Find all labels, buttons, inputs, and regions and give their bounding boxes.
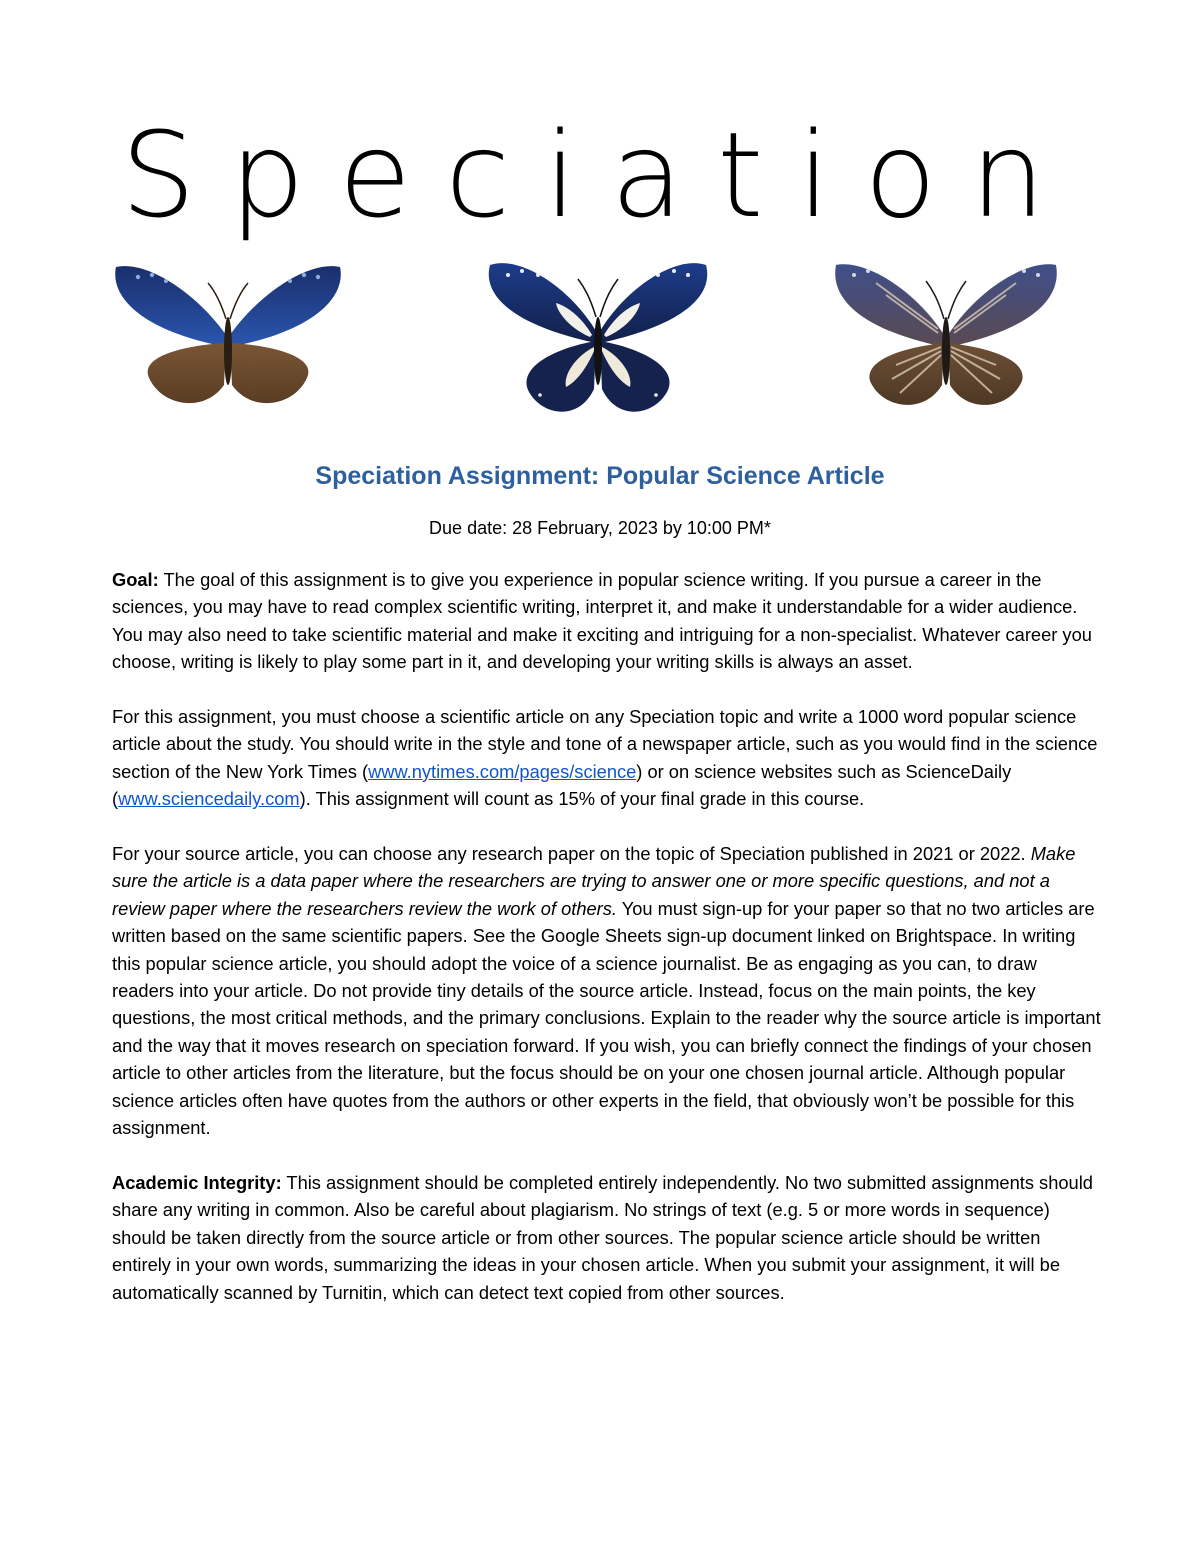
integrity-label: Academic Integrity: — [112, 1171, 282, 1193]
butterfly-image-3 — [826, 255, 1066, 425]
source-italic-text: Make sure the article is a data paper where the researchers are trying to answer one or more specific questions, and not a review paper where the researchers review the work of others. — [112, 843, 1076, 919]
butterfly-image-1 — [108, 255, 348, 425]
due-date: Due date: 28 February, 2023 by 10:00 PM* — [429, 518, 771, 538]
butterfly-image-2 — [478, 255, 718, 425]
integrity-text: This assignment should be completed entirely independently. No two submitted assignments should share any writing in common. Also be careful about plagiarism. No strings of text (e.g. 5 or more words in sequence) should be taken directly from the source article or from other sources. The popular science article should be written entirely in your own words, summarizing the ideas in your chosen article. When you submit your assignment, it will be automatically scanned by Turnitin, which can detect text copied from other sources. — [112, 1171, 1093, 1303]
task-paragraph — [112, 703, 1102, 813]
source-text-2: You must sign-up for your paper so that no two articles are written based on the same scientific papers. See the Google Sheets sign-up document linked on Brightspace. In writing this popular science article, you should adopt the voice of a science journalist. Be as engaging as you can, to draw readers into your article. Do not provide tiny details of the source article. Instead, focus on the main points, the key questions, the most critical methods, and the primary conclusions. Explain to the reader why the source article is important and the way that it moves research on speciation forward. If you wish, you can briefly connect the findings of your chosen article to other articles from the literature, but the focus should be on your one chosen journal article. Although popular science articles often have quotes from the authors or other experts in the field, that obviously won’t be possible for this assignment. — [112, 897, 1101, 1139]
task-text-2: ) or on science websites such as ScienceDaily ( — [112, 760, 1012, 810]
page-title: Speciation — [120, 106, 1080, 244]
goal-label: Goal: — [112, 569, 159, 590]
source-paragraph — [112, 840, 1102, 1141]
integrity-paragraph — [112, 1169, 1102, 1306]
nytimes-link[interactable]: www.nytimes.com/pages/science — [368, 760, 637, 782]
task-text-1: For this assignment, you must choose a scientific article on any Speciation topic and write a 1000 word popular science article about the study. You should write in the style and tone of a newspaper article, such as you would find in the science section of the New York Times ( — [112, 706, 1098, 782]
source-text-1: For your source article, you can choose any research paper on the topic of Speciation published in 2021 or 2022. — [112, 843, 1031, 865]
sciencedaily-link[interactable]: www.sciencedaily.com — [118, 788, 300, 810]
goal-paragraph — [112, 566, 1102, 676]
task-text-3: ). This assignment will count as 15% of your final grade in this course. — [299, 788, 865, 810]
assignment-title: Speciation Assignment: Popular Science Article — [315, 462, 885, 490]
goal-text: The goal of this assignment is to give you experience in popular science writing. If you pursue a career in the sciences, you may have to read complex scientific writing, interpret it, and make it understandable for a wider audience. You may also need to take scientific material and make it exciting and intriguing for a non-specialist. Whatever career you choose, writing is likely to play some part in it, and developing your writing skills is always an asset. — [112, 569, 1092, 673]
butterfly-illustrations — [0, 255, 1200, 425]
document-body — [112, 566, 1102, 1333]
